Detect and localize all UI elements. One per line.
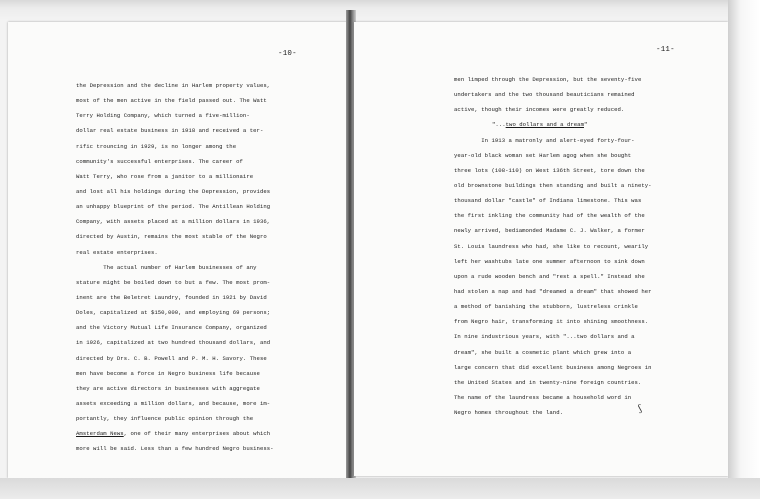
text-line: a method of banishing the stubborn, lustreless crinkle (454, 303, 638, 311)
text-line: active, though their incomes were greatly reduced. (454, 106, 625, 114)
heading-prefix: "... (492, 121, 506, 129)
text-line: Company, with assets placed at a million dollars in 1936, (76, 218, 271, 226)
right-page-text (454, 72, 726, 420)
text-line: In nine industrious years, with "...two dollars and a (454, 333, 635, 341)
text-line: Terry Holding Company, which turned a five-million- (76, 112, 250, 120)
right-page (354, 22, 728, 476)
text-line: old brownstone buildings then standing and built a ninety- (454, 181, 652, 189)
text-line: rific trouncing in 1929, is no longer among the (76, 142, 237, 150)
text-line: directed by Drs. C. B. Powell and P. M. H. Savory. These (76, 354, 267, 362)
text-line: and lost all his holdings during the Depression, provides (76, 187, 271, 195)
underlined-title: Amsterdam News (76, 430, 124, 438)
text-line: dollar real estate business in 1918 and received a ter- (76, 127, 264, 135)
left-page-text (76, 78, 346, 457)
text-line: the first inkling the community had of the wealth of the (454, 212, 645, 220)
page-number: -11- (656, 46, 675, 54)
text-line: large concern that did excellent business among Negroes in (454, 363, 652, 371)
text-line: Doles, capitalized at $150,000, and employing 69 persons; (76, 309, 271, 317)
scan-bottom-edge (0, 478, 760, 499)
text-line: directed by Austin, remains the most stable of the Negro (76, 233, 267, 241)
text-line: three lots (108-110) on West 136th Street, tore down the (454, 166, 645, 174)
text-line: most of the men active in the field passed out. The Watt (76, 97, 267, 105)
text-line: they are active directors in businesses with aggregate (76, 384, 260, 392)
heading-suffix: " (584, 121, 588, 129)
text-line: Watt Terry, who rose from a janitor to a millionaire (76, 172, 254, 180)
text-line: the United States and in twenty-nine foreign countries. (454, 378, 642, 386)
text-line: upon a rude wooden bench and "rest a spell." Instead she (454, 272, 645, 280)
text-line: in 1926, capitalized at two hundred thousand dollars, and (76, 339, 271, 347)
text-line: St. Louis laundress who had, she like to recount, wearily (454, 242, 649, 250)
text-line: left her washtubs late one summer afternoon to sink down (454, 257, 645, 265)
text-line: and the Victory Mutual Life Insurance Company, organized (76, 324, 267, 332)
text-line: community's successful enterprises. The career of (76, 157, 243, 165)
text-line: undertakers and the two thousand beauticians remained (454, 91, 635, 99)
text-line: inent are the Beletret Laundry, founded in 1921 by David (76, 293, 267, 301)
text-line (76, 426, 346, 441)
text-line: In 1913 a matronly and alert-eyed forty-four- (454, 136, 635, 144)
heading-underlined: two dollars and a dream (505, 121, 584, 129)
text-line: Negro homes throughout the land. (454, 409, 564, 417)
text-line: from Negro hair, transforming it into shining smoothness. (454, 318, 649, 326)
line-rest: , one of their many enterprises about which (123, 430, 271, 438)
text-line: men limped through the Depression, but the seventy-five (454, 76, 642, 83)
text-line: year-old black woman set Harlem agog when she bought (454, 151, 632, 159)
text-line: The name of the laundress became a household word in (454, 393, 632, 401)
page-number: -10- (278, 50, 297, 58)
text-line: stature might be boiled down to but a few. The most prom- (76, 278, 271, 286)
handwritten-mark: ʃ (637, 403, 644, 415)
text-line: real estate enterprises. (76, 248, 158, 256)
text-line: men have become a force in Negro business life because (76, 369, 260, 377)
left-page (8, 22, 348, 478)
text-line: an unhappy blueprint of the period. The Antillean Holding (76, 203, 271, 211)
text-line: The actual number of Harlem businesses of any (76, 263, 257, 271)
text-line: portantly, they influence public opinion through the (76, 415, 254, 423)
text-line: thousand dollar "castle" of Indiana limestone. This was (454, 197, 642, 205)
text-line: newly arrived, bediamonded Madame C. J. Walker, a former (454, 227, 645, 235)
scan-edge (728, 0, 760, 499)
text-line: had stolen a nap and had "dreamed a dream" that showed her (454, 287, 652, 295)
text-line: assets exceeding a million dollars, and because, more im- (76, 399, 271, 407)
section-heading (454, 117, 726, 132)
text-line: more will be said. Less than a few hundred Negro business- (76, 445, 274, 453)
text-line: dream", she built a cosmetic plant which grew into a (454, 348, 632, 356)
text-line: the Depression and the decline in Harlem property values, (76, 82, 271, 89)
